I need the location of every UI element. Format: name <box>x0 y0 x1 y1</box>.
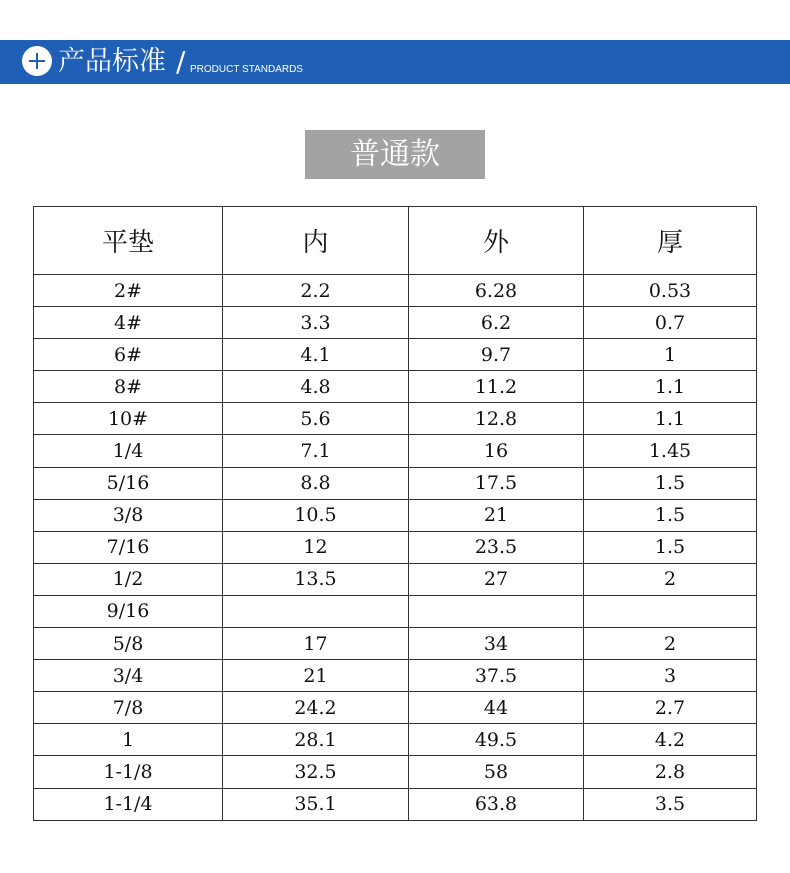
table-cell: 5/16 <box>34 467 223 499</box>
table-row <box>34 788 757 820</box>
table-cell: 6.2 <box>409 307 584 339</box>
table-cell <box>223 595 409 627</box>
table-cell: 5.6 <box>223 403 409 435</box>
table-row <box>34 692 757 724</box>
table-cell: 6.28 <box>409 275 584 307</box>
table-cell: 3.3 <box>223 307 409 339</box>
table-row <box>34 307 757 339</box>
banner-subtitle: PRODUCT STANDARDS <box>190 64 303 75</box>
table-cell: 7.1 <box>223 435 409 467</box>
table-cell: 44 <box>409 692 584 724</box>
table-cell: 4.1 <box>223 339 409 371</box>
table-cell: 2.8 <box>584 756 757 788</box>
table-row <box>34 756 757 788</box>
table-row <box>34 660 757 692</box>
table-cell: 1.5 <box>584 499 757 531</box>
column-header: 外 <box>409 207 584 275</box>
table-cell: 6# <box>34 339 223 371</box>
table-cell: 7/16 <box>34 531 223 563</box>
table-cell: 2 <box>584 563 757 595</box>
table-row <box>34 531 757 563</box>
table-row <box>34 339 757 371</box>
table-row <box>34 724 757 756</box>
table-cell: 1/4 <box>34 435 223 467</box>
column-header: 内 <box>223 207 409 275</box>
table-cell: 0.7 <box>584 307 757 339</box>
table-cell: 49.5 <box>409 724 584 756</box>
table-cell: 35.1 <box>223 788 409 820</box>
table-cell: 10# <box>34 403 223 435</box>
table-cell: 4# <box>34 307 223 339</box>
table-cell: 27 <box>409 563 584 595</box>
table-cell: 1-1/4 <box>34 788 223 820</box>
table-cell: 28.1 <box>223 724 409 756</box>
table-cell: 3 <box>584 660 757 692</box>
table-cell: 8.8 <box>223 467 409 499</box>
table-cell: 32.5 <box>223 756 409 788</box>
table-cell <box>584 595 757 627</box>
table-cell: 24.2 <box>223 692 409 724</box>
table-cell: 4.8 <box>223 371 409 403</box>
table-cell: 23.5 <box>409 531 584 563</box>
table-row <box>34 563 757 595</box>
table-cell: 17.5 <box>409 467 584 499</box>
table-row <box>34 499 757 531</box>
table-cell: 21 <box>223 660 409 692</box>
table-cell: 1 <box>584 339 757 371</box>
section-label: 普通款 <box>305 130 485 179</box>
table-cell: 3/8 <box>34 499 223 531</box>
table-cell: 1.45 <box>584 435 757 467</box>
table-cell: 17 <box>223 628 409 660</box>
table-cell: 0.53 <box>584 275 757 307</box>
table-cell: 1.5 <box>584 531 757 563</box>
table-cell: 2.2 <box>223 275 409 307</box>
table-cell: 12 <box>223 531 409 563</box>
table-cell: 2.7 <box>584 692 757 724</box>
table-cell: 1.1 <box>584 403 757 435</box>
table-cell: 11.2 <box>409 371 584 403</box>
table-cell: 1/2 <box>34 563 223 595</box>
table-cell: 13.5 <box>223 563 409 595</box>
table-cell: 1.1 <box>584 371 757 403</box>
table-cell <box>409 595 584 627</box>
banner-slash: / <box>176 45 186 78</box>
table-cell: 10.5 <box>223 499 409 531</box>
table-row <box>34 595 757 627</box>
table-cell: 34 <box>409 628 584 660</box>
table-cell: 58 <box>409 756 584 788</box>
table-cell: 4.2 <box>584 724 757 756</box>
plus-circle-icon <box>22 46 52 76</box>
table-cell: 37.5 <box>409 660 584 692</box>
table-cell: 7/8 <box>34 692 223 724</box>
banner-title: 产品标准 <box>58 46 166 77</box>
table-cell: 9/16 <box>34 595 223 627</box>
table-header-row <box>34 207 757 275</box>
table-cell: 1.5 <box>584 467 757 499</box>
table-cell: 12.8 <box>409 403 584 435</box>
spec-table <box>33 206 757 821</box>
table-cell: 63.8 <box>409 788 584 820</box>
table-cell: 16 <box>409 435 584 467</box>
table-cell: 5/8 <box>34 628 223 660</box>
table-cell: 21 <box>409 499 584 531</box>
table-cell: 1 <box>34 724 223 756</box>
table-row <box>34 628 757 660</box>
column-header: 厚 <box>584 207 757 275</box>
table-row <box>34 371 757 403</box>
table-row <box>34 435 757 467</box>
table-cell: 3/4 <box>34 660 223 692</box>
column-header: 平垫 <box>34 207 223 275</box>
table-cell: 2# <box>34 275 223 307</box>
table-cell: 8# <box>34 371 223 403</box>
header-banner <box>0 40 790 84</box>
table-cell: 1-1/8 <box>34 756 223 788</box>
table-cell: 2 <box>584 628 757 660</box>
table-cell: 3.5 <box>584 788 757 820</box>
table-row <box>34 275 757 307</box>
table-row <box>34 403 757 435</box>
table-cell: 9.7 <box>409 339 584 371</box>
table-row <box>34 467 757 499</box>
